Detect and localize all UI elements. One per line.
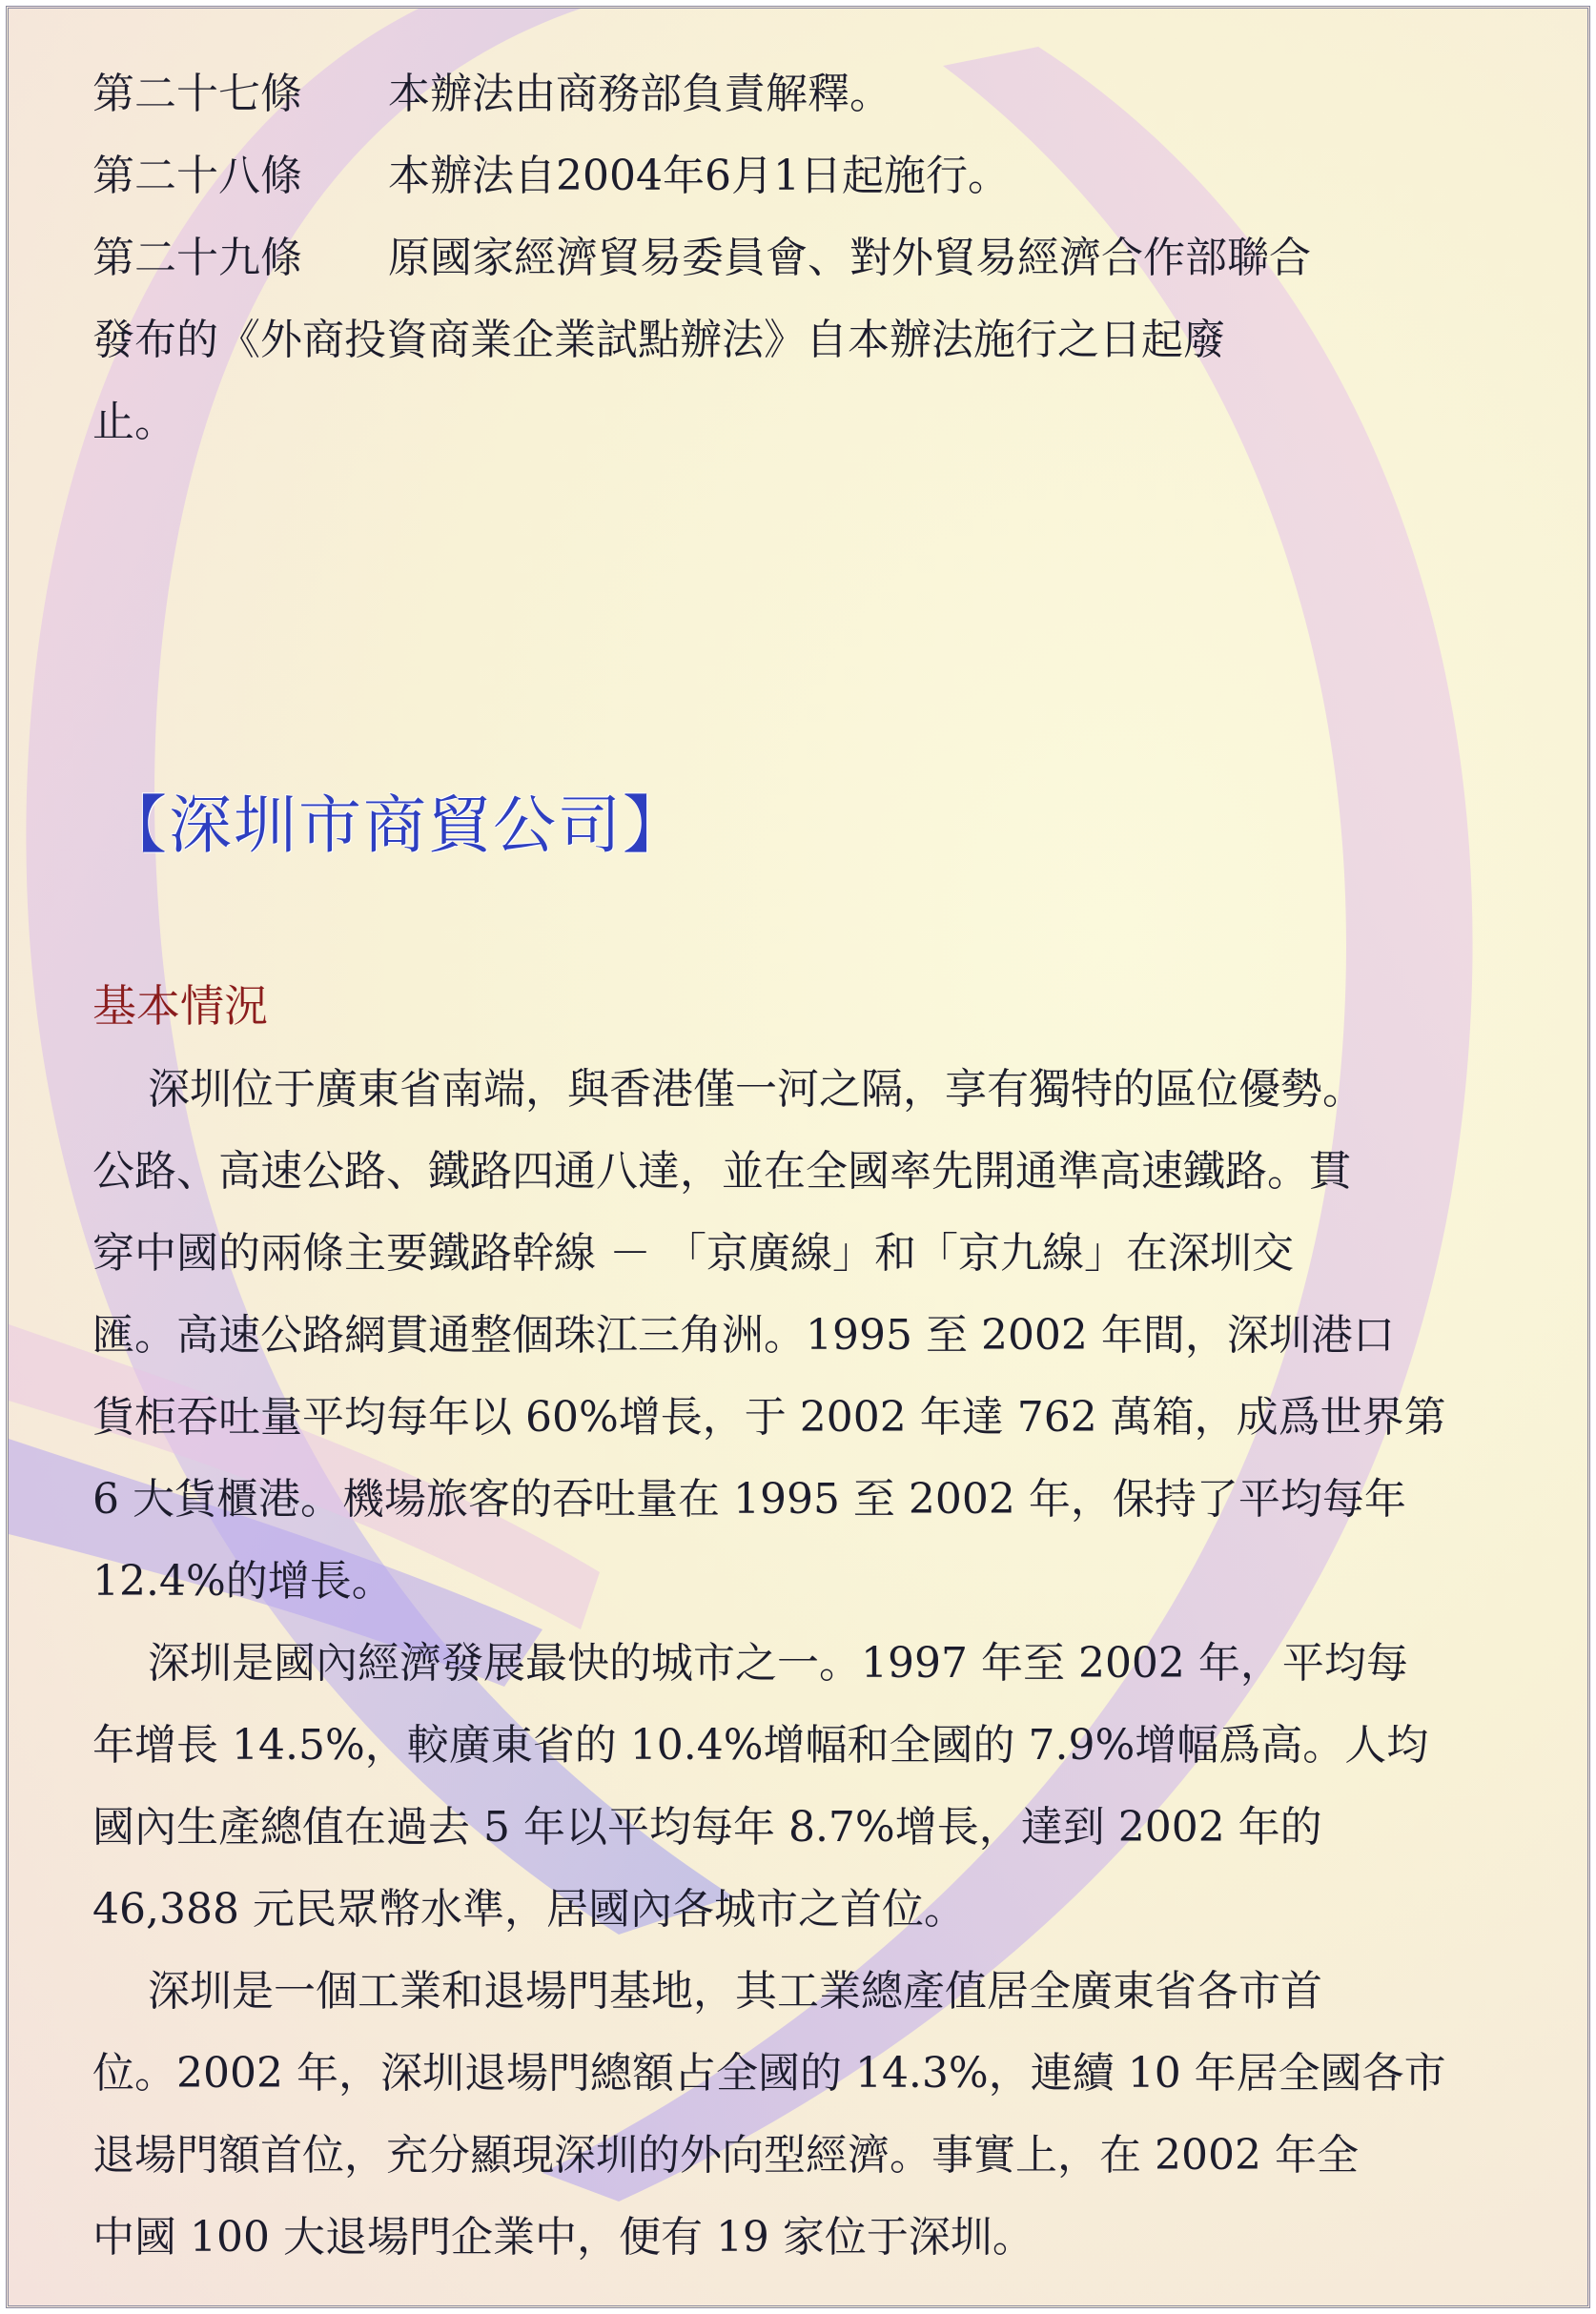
article-29-line-3: 止。 [92, 398, 176, 446]
paragraph-2-line: 46,388 元民眾幣水準，居國內各城市之首位。 [92, 1885, 966, 1934]
paragraph-3-line: 位。2002 年，深圳退場門總額占全國的 14.3%，連續 10 年居全國各市 [92, 2049, 1446, 2098]
article-28 [92, 150, 1010, 203]
article-number: 第二十八條 [92, 152, 302, 200]
article-29 [92, 232, 1311, 285]
paragraph-1-line: 貨柜吞吐量平均每年以 60%增長，于 2002 年達 762 萬箱，成爲世界第 [92, 1393, 1446, 1442]
paragraph-3-line: 深圳是一個工業和退場門基地，其工業總產值居全廣東省各市首 [148, 1967, 1322, 2016]
document-content [9, 9, 1587, 2305]
paragraph-1-line: 穿中國的兩條主要鐵路幹線 － 「京廣線」和「京九線」在深圳交 [92, 1229, 1294, 1278]
paragraph-3-line: 退場門額首位，充分顯現深圳的外向型經濟。事實上，在 2002 年全 [92, 2131, 1359, 2180]
paragraph-1-line: 6 大貨櫃港。機場旅客的吞吐量在 1995 至 2002 年，保持了平均每年 [92, 1475, 1406, 1524]
paragraph-1-line: 匯。高速公路網貫通整個珠江三角洲。1995 至 2002 年間，深圳港口 [92, 1311, 1395, 1360]
subheading: 基本情況 [92, 980, 268, 1032]
section-title-text: 深圳市商貿公司 [169, 788, 623, 862]
paragraph-2-line: 國內生產總值在過去 5 年以平均每年 8.7%增長，達到 2002 年的 [92, 1803, 1322, 1852]
title-bracket-right: 】 [623, 788, 687, 862]
article-29-line-2: 發布的《外商投資商業企業試點辦法》自本辦法施行之日起廢 [92, 316, 1225, 364]
paragraph-1-line: 深圳位于廣東省南端，與香港僅一河之隔，享有獨特的區位優勢。 [148, 1065, 1364, 1114]
article-27 [92, 68, 891, 121]
article-text: 原國家經濟貿易委員會、對外貿易經濟合作部聯合 [388, 234, 1311, 282]
article-number: 第二十九條 [92, 234, 302, 282]
section-title [104, 783, 687, 869]
paragraph-3-line: 中國 100 大退場門企業中，便有 19 家位于深圳。 [92, 2213, 1034, 2262]
paragraph-1-line: 12.4%的增長。 [92, 1557, 394, 1606]
article-text: 本辦法由商務部負責解釋。 [388, 70, 891, 118]
article-text: 本辦法自2004年6月1日起施行。 [388, 152, 1010, 200]
document-page [6, 6, 1590, 2308]
paragraph-1-line: 公路、高速公路、鐵路四通八達，並在全國率先開通準高速鐵路。貫 [92, 1147, 1351, 1196]
article-number: 第二十七條 [92, 70, 302, 118]
paragraph-2-line: 年增長 14.5%，較廣東省的 10.4%增幅和全國的 7.9%增幅爲高。人均 [92, 1721, 1429, 1770]
paragraph-2-line: 深圳是國內經濟發展最快的城市之一。1997 年至 2002 年，平均每 [148, 1639, 1408, 1688]
title-bracket-left: 【 [104, 788, 169, 862]
